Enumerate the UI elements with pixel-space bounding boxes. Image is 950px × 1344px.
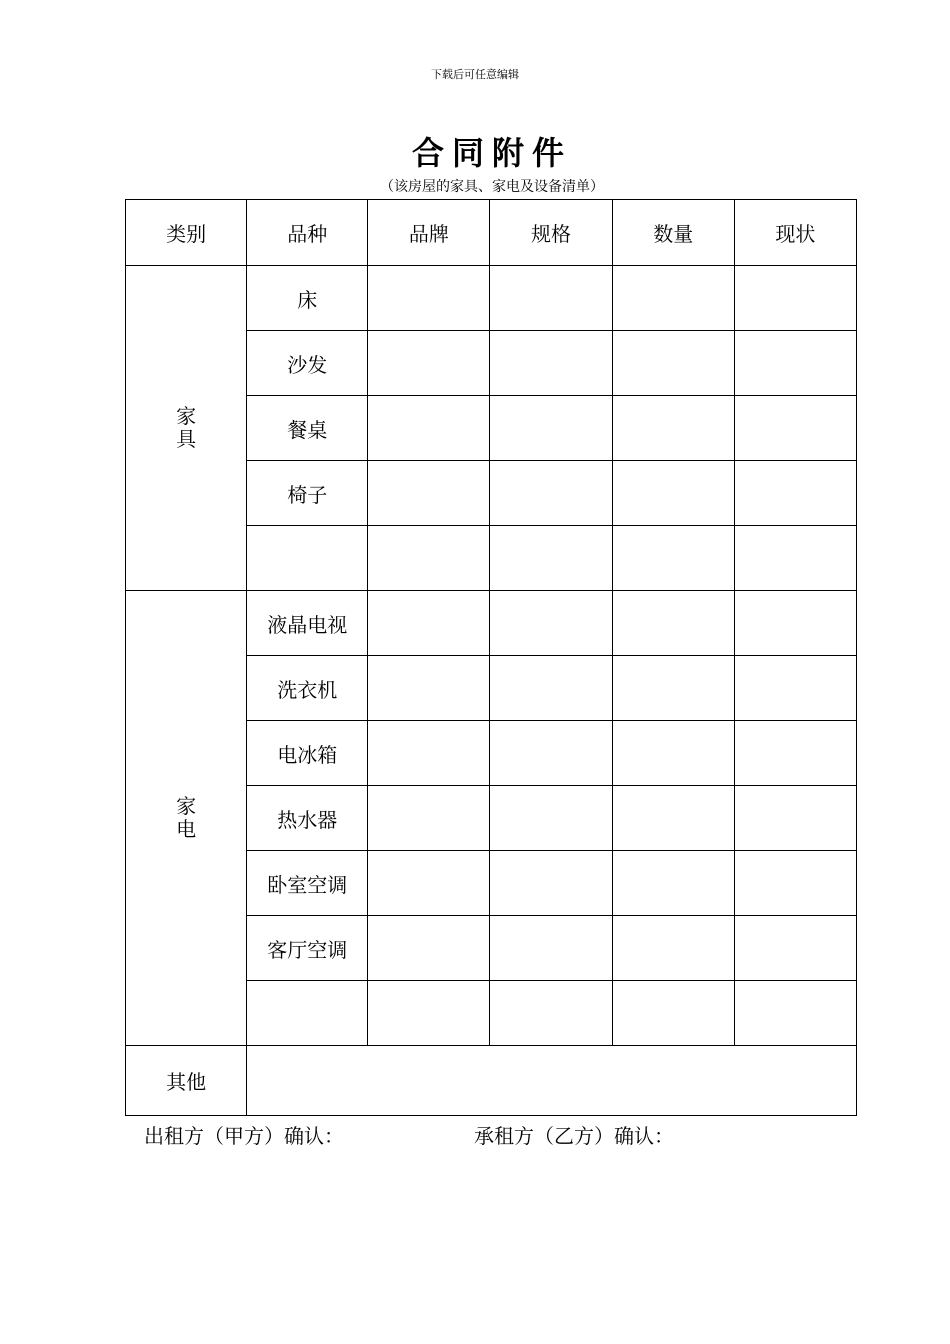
header-note: 下载后可任意编辑 bbox=[431, 68, 519, 81]
item-name-cell: 床 bbox=[247, 266, 368, 331]
item-name-cell: 卧室空调 bbox=[247, 851, 368, 916]
lessee-confirmation: 承租方（乙方）确认： bbox=[474, 1124, 674, 1148]
item-name-cell: 液晶电视 bbox=[247, 591, 368, 656]
quantity-cell bbox=[612, 396, 734, 461]
brand-cell bbox=[368, 721, 490, 786]
brand-cell bbox=[368, 851, 490, 916]
condition-cell bbox=[734, 786, 856, 851]
brand-cell bbox=[368, 656, 490, 721]
quantity-cell bbox=[612, 916, 734, 981]
brand-cell bbox=[368, 526, 490, 591]
other-row bbox=[126, 1046, 857, 1116]
quantity-cell bbox=[612, 656, 734, 721]
document-subtitle: （该房屋的家具、家电及设备清单） bbox=[380, 179, 604, 195]
spec-cell bbox=[490, 721, 612, 786]
condition-cell bbox=[734, 396, 856, 461]
quantity-cell bbox=[612, 591, 734, 656]
brand-cell bbox=[368, 591, 490, 656]
brand-cell bbox=[368, 981, 490, 1046]
spec-cell bbox=[490, 851, 612, 916]
quantity-cell bbox=[612, 721, 734, 786]
item-name-cell: 餐桌 bbox=[247, 396, 368, 461]
quantity-cell bbox=[612, 786, 734, 851]
header-brand: 品牌 bbox=[368, 200, 490, 266]
item-name-cell: 电冰箱 bbox=[247, 721, 368, 786]
quantity-cell bbox=[612, 331, 734, 396]
table-row bbox=[126, 266, 857, 331]
spec-cell bbox=[490, 461, 612, 526]
spec-cell bbox=[490, 266, 612, 331]
spec-cell bbox=[490, 656, 612, 721]
lessor-confirmation: 出租方（甲方）确认： bbox=[144, 1124, 344, 1148]
item-name-cell: 洗衣机 bbox=[247, 656, 368, 721]
quantity-cell bbox=[612, 526, 734, 591]
table-header-row bbox=[126, 200, 857, 266]
quantity-cell bbox=[612, 851, 734, 916]
header-category: 类别 bbox=[126, 200, 247, 266]
spec-cell bbox=[490, 396, 612, 461]
item-name-cell bbox=[247, 981, 368, 1046]
brand-cell bbox=[368, 916, 490, 981]
condition-cell bbox=[734, 656, 856, 721]
condition-cell bbox=[734, 331, 856, 396]
table-row bbox=[126, 591, 857, 656]
item-name-cell: 椅子 bbox=[247, 461, 368, 526]
brand-cell bbox=[368, 461, 490, 526]
spec-cell bbox=[490, 526, 612, 591]
header-quantity: 数量 bbox=[612, 200, 734, 266]
document-title: 合同附件 bbox=[411, 134, 572, 172]
inventory-table bbox=[125, 199, 857, 1116]
condition-cell bbox=[734, 721, 856, 786]
quantity-cell bbox=[612, 461, 734, 526]
quantity-cell bbox=[612, 266, 734, 331]
spec-cell bbox=[490, 786, 612, 851]
item-name-cell: 沙发 bbox=[247, 331, 368, 396]
category-cell bbox=[126, 591, 247, 1046]
condition-cell bbox=[734, 461, 856, 526]
condition-cell bbox=[734, 266, 856, 331]
quantity-cell bbox=[612, 981, 734, 1046]
brand-cell bbox=[368, 266, 490, 331]
other-label-cell: 其他 bbox=[126, 1046, 247, 1116]
condition-cell bbox=[734, 526, 856, 591]
condition-cell bbox=[734, 916, 856, 981]
spec-cell bbox=[490, 331, 612, 396]
header-condition: 现状 bbox=[734, 200, 856, 266]
spec-cell bbox=[490, 916, 612, 981]
spec-cell bbox=[490, 591, 612, 656]
condition-cell bbox=[734, 851, 856, 916]
condition-cell bbox=[734, 591, 856, 656]
category-cell bbox=[126, 266, 247, 591]
category-label: 家具 bbox=[176, 404, 197, 451]
header-spec: 规格 bbox=[490, 200, 612, 266]
item-name-cell bbox=[247, 526, 368, 591]
brand-cell bbox=[368, 396, 490, 461]
brand-cell bbox=[368, 331, 490, 396]
item-name-cell: 客厅空调 bbox=[247, 916, 368, 981]
condition-cell bbox=[734, 981, 856, 1046]
spec-cell bbox=[490, 981, 612, 1046]
other-content-cell bbox=[247, 1046, 857, 1116]
item-name-cell: 热水器 bbox=[247, 786, 368, 851]
brand-cell bbox=[368, 786, 490, 851]
header-item: 品种 bbox=[247, 200, 368, 266]
category-label: 家电 bbox=[176, 794, 197, 841]
